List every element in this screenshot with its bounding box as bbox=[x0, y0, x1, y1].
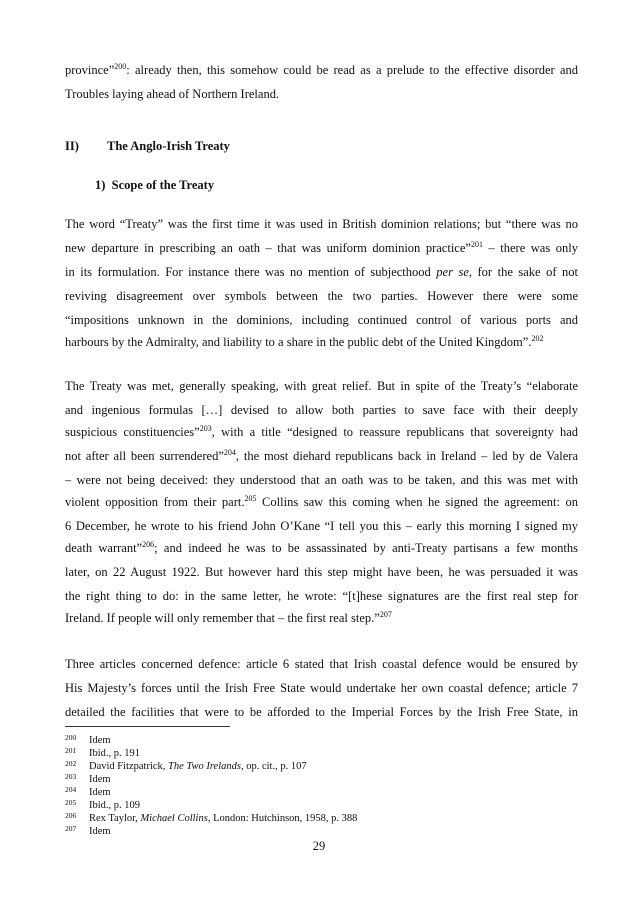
footnote: 207 Idem bbox=[65, 824, 111, 837]
footnote-number: 202 bbox=[65, 759, 77, 768]
body-line: new departure in prescribing an oath – that was uniform dominion practice”$^{201}$ – there was only bbox=[65, 240, 578, 255]
footnote: 205 Ibid., p. 109 bbox=[65, 798, 141, 811]
body-line: suspicious constituencies”$^{203}$, with a title “designed to reassure republicans that sovereignty had bbox=[65, 424, 579, 439]
footnote-ref[interactable]: 200 bbox=[114, 62, 127, 71]
footnote-separator bbox=[65, 726, 230, 727]
page-number: 29 bbox=[312, 839, 326, 853]
footnote-number: 200 bbox=[65, 733, 77, 742]
body-line: the right thing to do: in the same letter, he wrote: “[t]hese signatures are the first real step for bbox=[65, 589, 578, 603]
footnote-number: 205 bbox=[65, 798, 77, 807]
footnote-ref[interactable]: 202 bbox=[531, 334, 544, 343]
footnote-ref[interactable]: 204 bbox=[223, 448, 236, 457]
body-line: death warrant”$^{206}$; and indeed he was to be assassinated by anti-Treaty partisans a few months bbox=[65, 540, 578, 555]
body-line: province”$^{200}$: already then, this somehow could be read as a prelude to the effective disorder and bbox=[65, 62, 578, 77]
body-line: “impositions unknown in the dominions, including continued control of various ports and bbox=[65, 313, 578, 327]
body-line: 6 December, he wrote to his friend John O’Kane “I tell you this – early this morning I signed my bbox=[65, 519, 578, 533]
footnote-number: 207 bbox=[65, 824, 77, 833]
body-line: harbours by the Admiralty, and liability to a share in the public debt of the United Kingdom”.$^{202}$ bbox=[65, 334, 544, 349]
body-line: Ireland. If people will only remember that – the first real step.”$^{207}$ bbox=[65, 610, 392, 625]
body-line: The Treaty was met, generally speaking, with great relief. But in spite of the Treaty’s “elaborate bbox=[65, 379, 578, 393]
section-number: II) bbox=[65, 139, 79, 153]
body-line: in its formulation. For instance there was no mention of subjecthood per se, for the sake of not bbox=[65, 265, 578, 279]
footnote-ref[interactable]: 205 bbox=[244, 494, 257, 503]
body-line: Three articles concerned defence: article 6 stated that Irish coastal defence would be ensured by bbox=[65, 657, 578, 671]
body-line: The word “Treaty” was the first time it was used in British dominion relations; but “there was no bbox=[65, 217, 578, 231]
subsection-title: 1) Scope of the Treaty bbox=[95, 178, 215, 192]
footnote: 200 Idem bbox=[65, 733, 111, 746]
footnote-ref[interactable]: 207 bbox=[379, 610, 392, 619]
body-line: Troubles laying ahead of Northern Ireland. bbox=[65, 87, 280, 101]
section-title: The Anglo-Irish Treaty bbox=[107, 139, 230, 153]
footnote: 201 Ibid., p. 191 bbox=[65, 746, 141, 759]
body-line: violent opposition from their part.$^{205}$ Collins saw this coming when he signed the agreement: on bbox=[65, 494, 578, 509]
body-line: – were not being deceived: they understood that an oath was to be taken, and this was met with bbox=[65, 473, 578, 487]
body-line: detailed the facilities that were to be afforded to the Imperial Forces by the Irish Free State, in bbox=[65, 705, 578, 719]
footnote: 206 Rex Taylor, Michael Collins, London: Hutchinson, 1958, p. 388 bbox=[65, 811, 358, 824]
body-line: later, on 22 August 1922. But however hard this step might have been, he was persuaded it was bbox=[65, 565, 578, 579]
footnote-number: 204 bbox=[65, 785, 77, 794]
footnote-number: 201 bbox=[65, 746, 77, 755]
footnote: 203 Idem bbox=[65, 772, 111, 785]
body-line: not after all been surrendered”$^{204}$, the most diehard republicans back in Ireland – led by de Valera bbox=[65, 448, 578, 463]
footnote-ref[interactable]: 203 bbox=[199, 424, 212, 433]
footnote: 204 Idem bbox=[65, 785, 111, 798]
body-line: and ingenious formulas […] devised to allow both parties to save face with their deeply bbox=[65, 403, 578, 417]
footnote-number: 206 bbox=[65, 811, 77, 820]
body-line: reviving disagreement over symbols between the two parties. However there were some bbox=[65, 289, 578, 303]
footnote-ref[interactable]: 201 bbox=[470, 240, 483, 249]
body-line: His Majesty’s forces until the Irish Free State would undertake her own coastal defence; article 7 bbox=[65, 681, 578, 695]
footnote-ref[interactable]: 206 bbox=[142, 540, 155, 549]
footnote-number: 203 bbox=[65, 772, 77, 781]
footnote: 202 David Fitzpatrick, The Two Irelands, op. cit., p. 107 bbox=[65, 759, 307, 772]
